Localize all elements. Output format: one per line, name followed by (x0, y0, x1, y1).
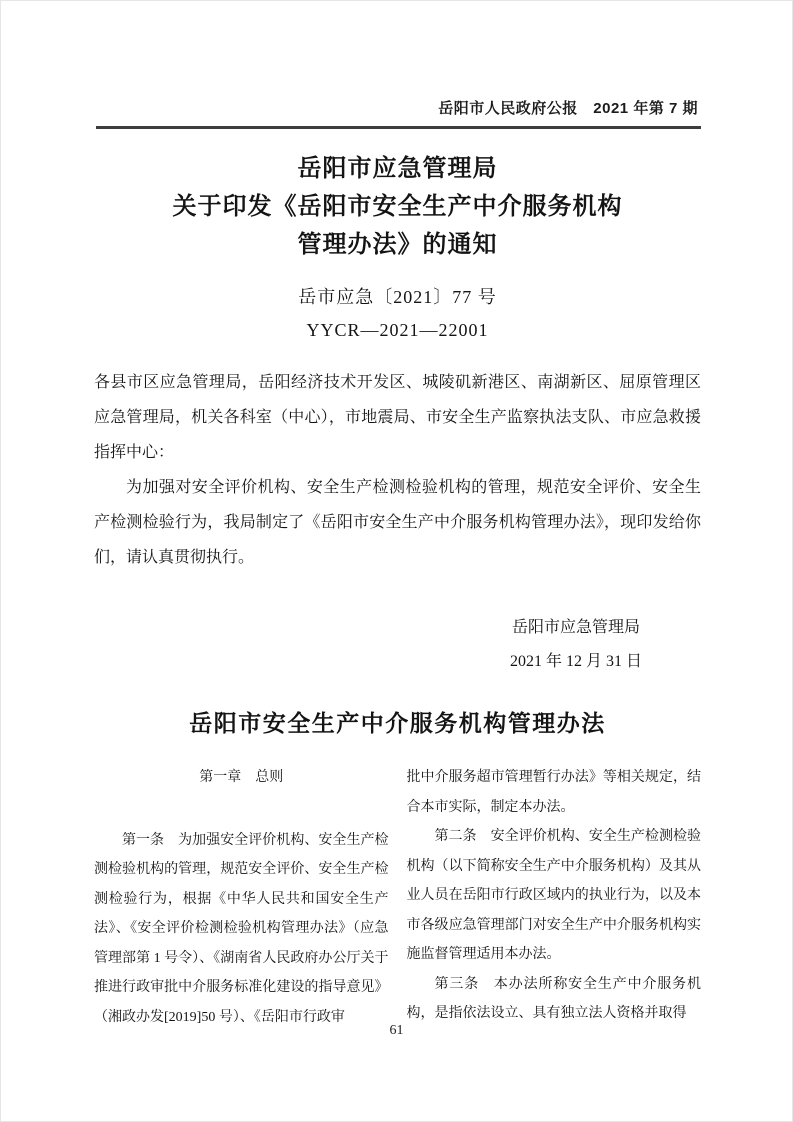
document-number: 岳市应急〔2021〕77 号 (298, 287, 497, 307)
notice-title (94, 150, 701, 264)
chapter-1-heading: 第一章 总则 (199, 770, 284, 785)
regulation-title: 岳阳市安全生产中介服务机构管理办法 (189, 711, 606, 736)
column-left (94, 763, 389, 1032)
notice-title-line-3: 管理办法》的通知 (297, 232, 498, 258)
masthead: 岳阳市人民政府公报 2021 年第 7 期 (438, 100, 698, 117)
column-right (407, 763, 702, 1032)
regulation-columns (94, 763, 701, 1032)
signature-block (431, 611, 721, 679)
article-1-continuation: 批中介服务超市管理暂行办法》等相关规定，结合本市实际，制定本办法。 (406, 770, 701, 815)
article-3-paragraph: 第三条 本办法所称安全生产中介服务机构，是指依法设立、具有独立法人资格并取得 (406, 976, 701, 1021)
signature-date: 2021 年 12 月 31 日 (509, 653, 642, 670)
notice-title-line-1: 岳阳市应急管理局 (297, 156, 498, 182)
page-number: 61 (389, 1023, 404, 1038)
notice-body (94, 365, 701, 575)
notice-title-line-2: 关于印发《岳阳市安全生产中介服务机构 (172, 194, 623, 220)
article-1-paragraph: 第一条 为加强安全评价机构、安全生产检测检验机构的管理，规范安全评价、安全生产检测检验行为，根据《中华人民共和国安全生产法》、《安全评价检测检验机构管理办法》（应急管理部第 1 号令）、《湖南省人民政府办公厅关于推进行政审批中介服务标准化建设的指导意见》（湘政办发[2019]50 号）、《岳阳市行政审 (94, 832, 389, 1025)
article-2-paragraph: 第二条 安全评价机构、安全生产检测检验机构（以下简称安全生产中介服务机构）及其从业人员在岳阳市行政区域内的执业行为，以及本市各级应急管理部门对安全生产中介服务机构实施监督管理适用本办法。 (406, 829, 701, 962)
document-code: YYCR—2021—22001 (306, 320, 489, 340)
addressee-paragraph: 各县市区应急管理局，岳阳经济技术开发区、城陵矶新港区、南湖新区、屈原管理区应急管理局，机关各科室（中心），市地震局、市安全生产监察执法支队、市应急救援指挥中心： (94, 374, 701, 461)
header-rule (96, 126, 701, 129)
signature-agency: 岳阳市应急管理局 (511, 619, 640, 636)
body-paragraph: 为加强对安全评价机构、安全生产检测检验机构的管理，规范安全评价、安全生产检测检验行为，我局制定了《岳阳市安全生产中介服务机构管理办法》，现印发给你们，请认真贯彻执行。 (94, 479, 701, 566)
